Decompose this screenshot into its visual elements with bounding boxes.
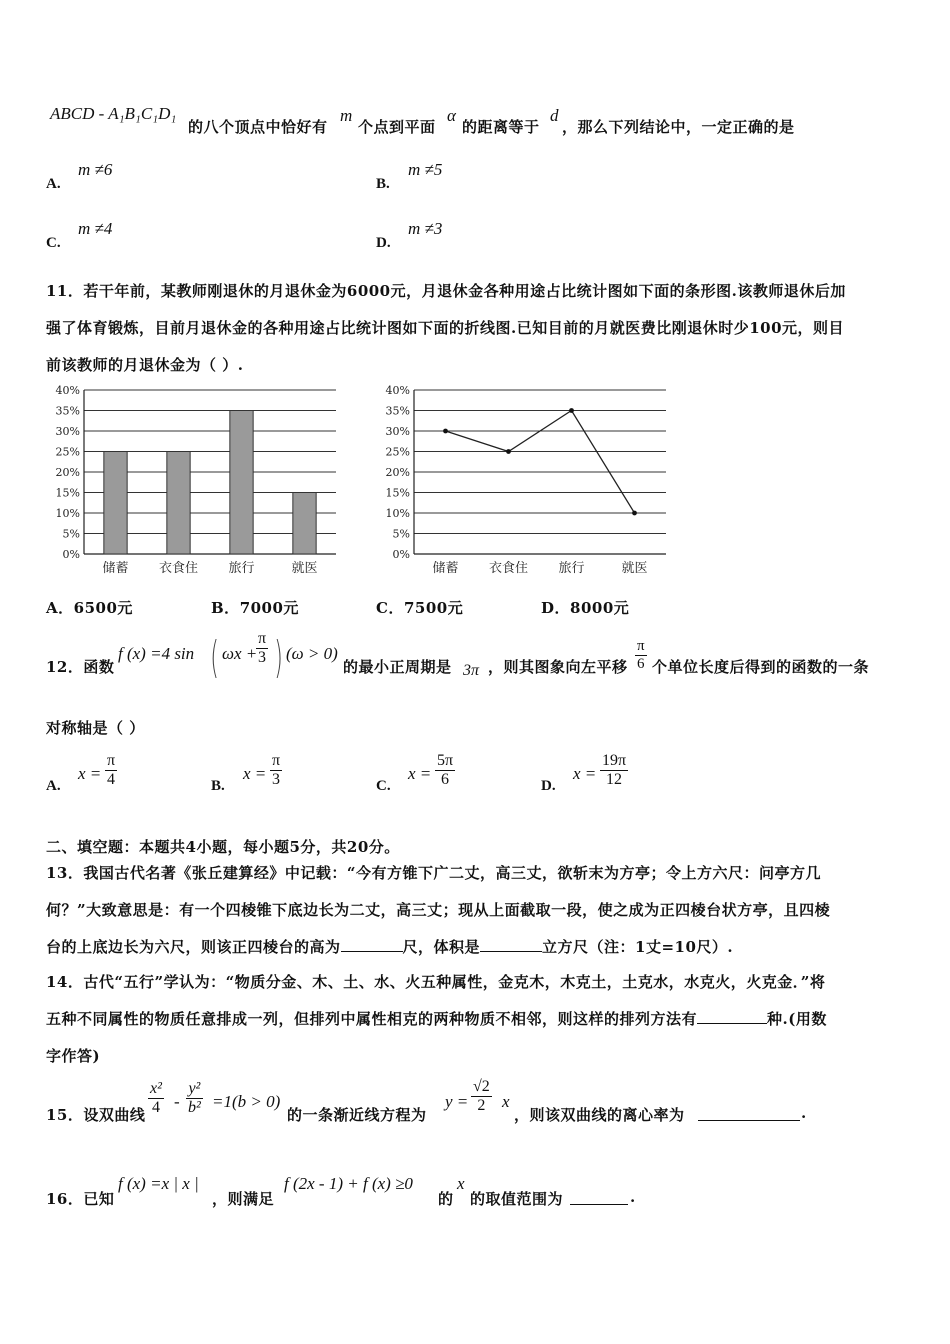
y-tick-label: 5% — [392, 527, 410, 541]
data-point — [506, 449, 511, 454]
bar — [104, 452, 127, 555]
option-letter: A. — [46, 778, 61, 794]
q15-frac-sqrt2-2: $\frac{√2}{2}$ — [473, 1078, 490, 1115]
q14-blank-count[interactable] — [697, 1009, 767, 1024]
q13-text-b: 尺，体积是 — [402, 938, 481, 956]
option-letter: A. — [46, 176, 61, 192]
q12-func-lhs: f (x) =4 sin — [118, 644, 195, 663]
q10-text-a: 的八个顶点中恰好有 — [188, 118, 328, 136]
y-tick-label: 35% — [55, 404, 80, 418]
x-tick-label: 就医 — [291, 561, 318, 576]
option-letter: B. — [211, 778, 225, 794]
q12-line-2: 对称轴是（ ） — [46, 719, 145, 737]
q16-text-a: ，则满足 — [212, 1190, 275, 1208]
option-frac: $\frac{\pi}{4}$ — [107, 752, 116, 789]
bar — [293, 493, 316, 555]
q16-blank-range[interactable] — [570, 1190, 628, 1205]
q11-line-3: 前该教师的月退休金为（ ）. — [46, 356, 244, 374]
q11-line-1: 11．若干年前，某教师刚退休的月退休金为6000元，月退休金各种用途占比统计图如下面的条形图.该教师退休后加 — [46, 282, 846, 300]
option-letter: C． — [376, 599, 404, 617]
q10-text-c: 的距离等于 — [462, 118, 540, 136]
option-value: 6500元 — [73, 599, 133, 617]
q16-xvar: x — [457, 1174, 465, 1193]
option-value: 7000元 — [239, 599, 299, 617]
q15-text-a: 的一条渐近线方程为 — [287, 1106, 427, 1124]
q15-text-b: ，则该双曲线的离心率为 — [514, 1106, 685, 1124]
y-tick-label: 10% — [385, 507, 410, 520]
q12-text-c: 个单位长度后得到的函数的一条 — [652, 658, 870, 676]
x-tick-label: 就医 — [621, 561, 648, 576]
q14-text-b: 种.(用数 — [767, 1010, 827, 1028]
q15-stem — [46, 1076, 906, 1136]
q15-rhs: =1(b > 0) — [212, 1092, 281, 1111]
q16-text-c: 的取值范围为 — [470, 1190, 564, 1208]
q15-blank-eccentricity[interactable] — [698, 1106, 800, 1121]
q11-line-2: 强了体育锻炼，目前月退休金的各种用途占比统计图如下面的折线图.已知目前的月就医费比刚退休时少100元，则目 — [46, 319, 845, 337]
option-letter: A． — [46, 599, 74, 617]
q12-label: 12．函数 — [46, 658, 115, 676]
data-point — [632, 511, 637, 516]
q13-line-1: 13．我国古代名著《张丘建算经》中记载：“今有方锥下广二丈，高三丈，欲斩末为方亭；令上方六尺：问亭方几 — [46, 864, 822, 882]
q10-text-b: 个点到平面 — [358, 118, 436, 136]
y-tick-label: 25% — [55, 445, 80, 459]
y-tick-label: 30% — [55, 425, 80, 438]
y-tick-label: 30% — [385, 425, 410, 438]
option-frac: $\frac{19\pi}{12}$ — [602, 752, 627, 789]
y-tick-label: 20% — [55, 466, 80, 479]
y-tick-label: 15% — [385, 486, 410, 500]
x-tick-label: 旅行 — [558, 561, 585, 576]
option-frac: $\frac{\pi}{3}$ — [272, 752, 281, 789]
q14-text-a: 五种不同属性的物质任意排成一列，但排列中属性相克的两种物质不相邻，则这样的排列方法有 — [46, 1010, 698, 1028]
option-letter: B. — [376, 176, 390, 192]
y-tick-label: 25% — [385, 445, 410, 459]
q12-left-paren: ( — [210, 632, 219, 683]
q10-stem — [50, 104, 910, 134]
option-math: m ≠6 — [78, 160, 113, 179]
q11-option-a[interactable] — [46, 597, 133, 618]
q15-end: . — [801, 1104, 807, 1122]
option-letter: C. — [46, 235, 61, 251]
x-tick-label: 储蓄 — [432, 561, 459, 576]
y-tick-label: 40% — [55, 384, 80, 397]
q16-end: . — [630, 1188, 636, 1206]
option-letter: B． — [211, 599, 240, 617]
var-d: d — [550, 106, 559, 125]
q12-period: 3π — [463, 662, 480, 679]
q13-blank-height[interactable] — [341, 937, 403, 952]
q11-option-b[interactable] — [211, 597, 299, 618]
line-chart — [376, 382, 676, 582]
option-letter: D． — [541, 599, 571, 617]
q12-shift-frac: $\frac{\pi}{6}$ — [637, 638, 645, 673]
q16-inequality: f (2x - 1) + f (x) ≥0 — [284, 1174, 413, 1193]
option-value: 8000元 — [570, 599, 630, 617]
q14-line-3: 字作答) — [46, 1047, 101, 1065]
q13-line-3 — [46, 936, 733, 957]
q14-line-1: 14．古代“五行”学认为：“物质分金、木、土、水、火五种属性，金克木，木克土，土克水，水克火，火克金．”将 — [46, 973, 826, 991]
y-tick-label: 5% — [62, 527, 80, 541]
option-math: m ≠3 — [408, 219, 443, 238]
q14-line-2 — [46, 1008, 827, 1029]
q12-right-paren: ) — [274, 632, 283, 683]
q12-text-a: 的最小正周期是 — [343, 658, 452, 676]
q15-xvar: x — [502, 1092, 510, 1111]
x-tick-label: 储蓄 — [102, 561, 129, 576]
q10-text-d: ，那么下列结论中，一定正确的是 — [562, 118, 795, 136]
q15-frac-y2-b2: $\frac{\text{y²}}{\text{b²}}$ — [188, 1080, 201, 1117]
q12-stem — [46, 628, 916, 684]
q12-condition: (ω > 0) — [286, 644, 338, 663]
q16-func: f (x) =x | x | — [118, 1174, 199, 1193]
x-tick-label: 衣食住 — [158, 561, 199, 576]
y-tick-label: 10% — [55, 507, 80, 520]
section-heading: 二、填空题：本题共4小题，每小题5分，共20分。 — [46, 838, 400, 856]
option-lhs: x = — [408, 764, 432, 783]
q12-pi-over-3: $\frac{\pi}{3}$ — [258, 630, 267, 667]
option-letter: D. — [376, 235, 391, 251]
option-math: m ≠4 — [78, 219, 113, 238]
x-tick-label: 旅行 — [228, 561, 255, 576]
q11-option-d[interactable] — [541, 597, 629, 618]
bar — [230, 411, 253, 555]
y-tick-label: 35% — [385, 404, 410, 418]
q11-option-c[interactable] — [376, 597, 463, 618]
var-alpha: α — [447, 106, 456, 125]
option-math: m ≠5 — [408, 160, 443, 179]
y-tick-label: 0% — [62, 548, 80, 561]
q15-frac-x2-4: $\frac{\text{x²}}{4}$ — [150, 1080, 162, 1117]
bar — [167, 452, 190, 555]
x-tick-label: 衣食住 — [488, 561, 529, 576]
option-frac: $\frac{5\pi}{6}$ — [437, 752, 454, 789]
q16-stem — [46, 1170, 906, 1210]
y-tick-label: 15% — [55, 486, 80, 500]
option-letter: D. — [541, 778, 556, 794]
series-line — [446, 411, 635, 514]
q13-blank-volume[interactable] — [480, 937, 542, 952]
y-tick-label: 0% — [392, 548, 410, 561]
q15-minus: - — [174, 1092, 180, 1111]
q13-text-c: 立方尺（注：1丈=10尺）. — [542, 938, 734, 956]
y-tick-label: 40% — [385, 384, 410, 397]
cube-notation: ABCD - A₁B₁C₁D₁ — [50, 104, 177, 123]
option-letter: C. — [376, 778, 391, 794]
q16-text-b: 的 — [438, 1190, 454, 1208]
q12-paren-inner: ωx + — [222, 644, 258, 663]
option-lhs: x = — [78, 764, 102, 783]
q15-asym-lhs: y = — [445, 1092, 469, 1111]
var-m: m — [340, 106, 353, 125]
option-value: 7500元 — [403, 599, 464, 617]
q13-line-2: 何？”大致意思是：有一个四棱锥下底边长为二丈，高三丈；现从上面截取一段，使之成为正四棱台状方亭，且四棱 — [46, 901, 831, 919]
q12-text-b: ，则其图象向左平移 — [488, 658, 628, 676]
option-lhs: x = — [573, 764, 597, 783]
q15-label: 15．设双曲线 — [46, 1106, 146, 1124]
y-tick-label: 20% — [385, 466, 410, 479]
option-lhs: x = — [243, 764, 267, 783]
data-point — [443, 429, 448, 434]
bar-chart — [46, 382, 346, 582]
data-point — [569, 408, 574, 413]
q13-text-a: 台的上底边长为六尺，则该正四棱台的高为 — [46, 938, 341, 956]
q16-label: 16．已知 — [46, 1190, 115, 1208]
